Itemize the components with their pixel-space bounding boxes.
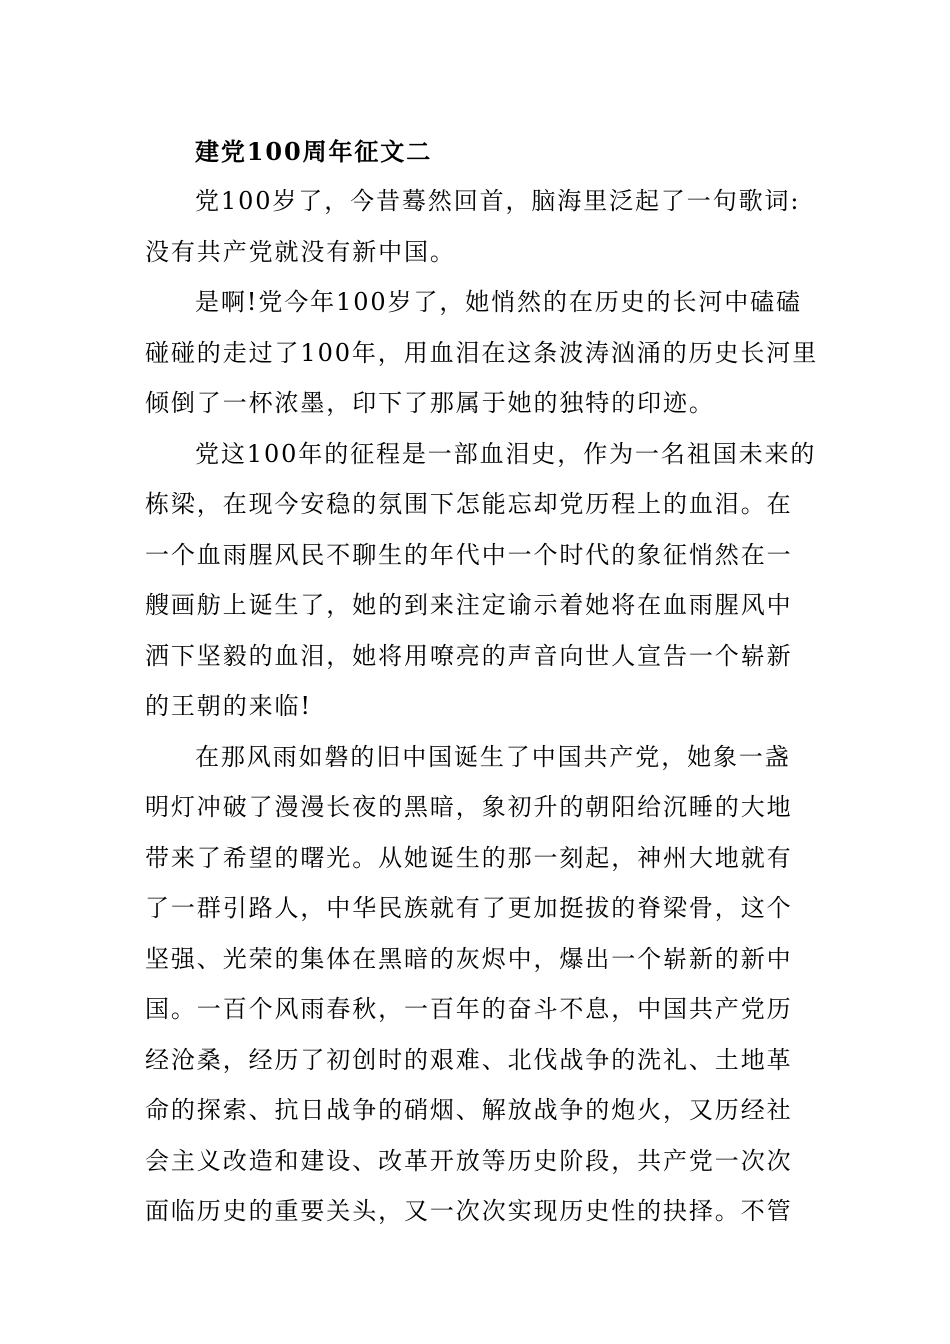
text-line: 带来了希望的曙光。从她诞生的那一刻起，神州大地就有: [145, 843, 793, 872]
text-line: 命的探索、抗日战争的硝烟、解放战争的炮火，又历经社: [145, 1096, 793, 1124]
text-line: 在那风雨如磐的旧中国诞生了中国共产党，她象一盏: [195, 742, 791, 771]
paragraph-1: [145, 176, 807, 277]
text-line: 倾倒了一杯浓墨，印下了那属于她的独特的印迹。: [145, 389, 715, 417]
text-line: 栋梁，在现今安稳的氛围下怎能忘却党历程上的血泪。在: [145, 490, 793, 518]
document-body: [145, 128, 819, 1237]
text-line: 坚强、光荣的集体在黑暗的灰烬中，爆出一个崭新的新中: [145, 944, 793, 973]
text-line: 党100岁了，今昔蓦然回首，脑海里泛起了一句歌词:: [195, 187, 801, 215]
text-line: 会主义改造和建设、改革开放等历史阶段，共产党一次次: [145, 1146, 793, 1175]
paragraph-2: [145, 277, 819, 429]
paragraph-4: [145, 732, 807, 1237]
text-line: 国。一百个风雨春秋，一百年的奋斗不息，中国共产党历: [145, 995, 793, 1023]
text-line: 经沧桑，经历了初创时的艰难、北伐战争的洗礼、土地革: [145, 1045, 793, 1074]
text-line: 碰碰的走过了100年，用血泪在这条波涛汹涌的历史长河里: [145, 338, 819, 367]
text-line: 了一群引路人，中华民族就有了更加挺拔的脊梁骨，这个: [145, 894, 793, 922]
text-line: 洒下坚毅的血泪，她将用嘹亮的声音向世人宣告一个崭新: [145, 641, 793, 670]
text-line: 党这100年的征程是一部血泪史，作为一名祖国未来的: [195, 439, 817, 468]
text-line: 明灯冲破了漫漫长夜的黑暗，象初升的朝阳给沉睡的大地: [145, 793, 793, 821]
text-line: 一个血雨腥风民不聊生的年代中一个时代的象征悄然在一: [145, 540, 793, 569]
text-line: 面临历史的重要关头，又一次次实现历史性的抉择。不管: [145, 1197, 793, 1225]
document-title: 建党100周年征文二: [195, 137, 433, 166]
text-line: 是啊!党今年100岁了，她悄然的在历史的长河中磕磕: [195, 288, 802, 316]
paragraph-3: [145, 429, 817, 732]
text-line: 艘画舫上诞生了，她的到来注定谕示着她将在血雨腥风中: [145, 591, 793, 619]
text-line: 没有共产党就没有新中国。: [145, 237, 456, 266]
text-line: 的王朝的来临!: [145, 692, 312, 720]
